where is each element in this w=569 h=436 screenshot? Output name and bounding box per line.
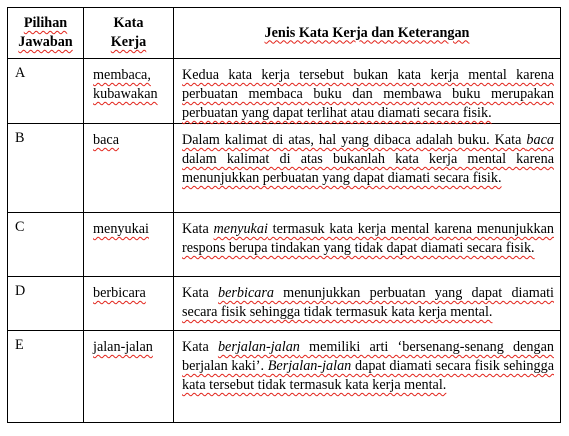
option-cell: D bbox=[8, 277, 84, 331]
verb-cell: jalan-jalan bbox=[84, 331, 174, 423]
header-pilihan-jawaban bbox=[8, 8, 84, 59]
option-cell: B bbox=[8, 124, 84, 213]
header-jawaban-text: Jawaban bbox=[18, 34, 73, 50]
option-cell: E bbox=[8, 331, 84, 423]
header-jenis-text: Jenis Kata Kerja dan Keterangan bbox=[264, 24, 470, 41]
verb-cell: menyukai bbox=[84, 213, 174, 277]
explanation-cell: Kedua kata kerja tersebut bukan kata kerja mental karena perbuatan membaca buku dan membawa buku merupakan perbuatan yang dapat terlihat atau diamati secara fisik. bbox=[174, 59, 561, 124]
answer-explanation-table bbox=[7, 7, 561, 423]
header-jenis-keterangan bbox=[174, 8, 561, 59]
table-header-row bbox=[8, 8, 561, 59]
verb-cell: membaca, kubawakan bbox=[84, 59, 174, 124]
verb-cell: berbicara bbox=[84, 277, 174, 331]
header-pilihan-text: Pilihan bbox=[23, 15, 68, 31]
table-row bbox=[8, 213, 561, 277]
table-row bbox=[8, 59, 561, 124]
option-cell: A bbox=[8, 59, 84, 124]
header-kata-text: Kata bbox=[113, 15, 144, 31]
option-cell: C bbox=[8, 213, 84, 277]
header-kerja-text: Kerja bbox=[110, 34, 147, 50]
explanation-cell: Kata menyukai termasuk kata kerja mental karena menunjukkan respons berupa tindakan yang tidak dapat diamati secara fisik. bbox=[174, 213, 561, 277]
verb-cell: baca bbox=[84, 124, 174, 213]
explanation-cell: Kata berjalan-jalan memiliki arti ‘bersenang-senang dengan berjalan kaki’. Berjalan-jalan dapat diamati secara fisik sehingga kata tersebut tidak termasuk kata kerja mental. bbox=[174, 331, 561, 423]
explanation-cell: Kata berbicara menunjukkan perbuatan yang dapat diamati secara fisik sehingga tidak termasuk kata kerja mental. bbox=[174, 277, 561, 331]
header-kata-kerja bbox=[84, 8, 174, 59]
table-row bbox=[8, 124, 561, 213]
table-row bbox=[8, 331, 561, 423]
explanation-cell: Dalam kalimat di atas, hal yang dibaca adalah buku. Kata baca dalam kalimat di atas bukanlah kata kerja mental karena menunjukkan perbuatan yang dapat diamati secara fisik. bbox=[174, 124, 561, 213]
table-row bbox=[8, 277, 561, 331]
